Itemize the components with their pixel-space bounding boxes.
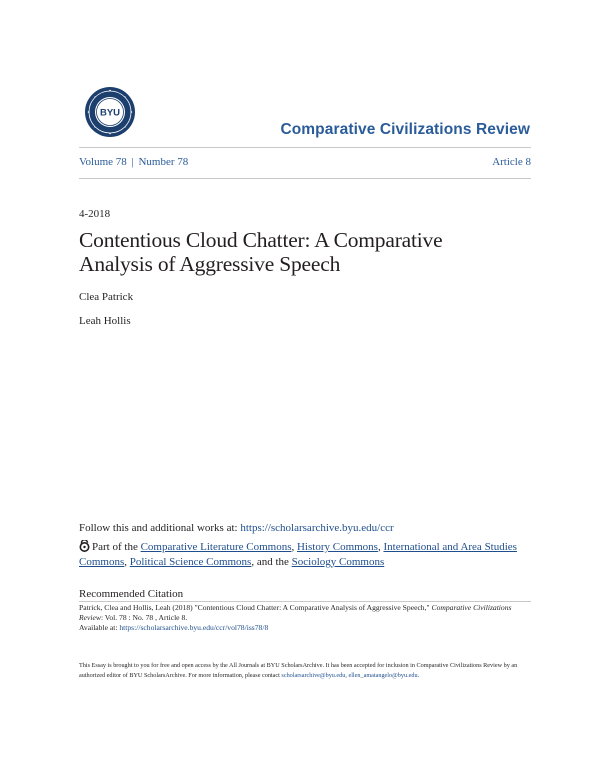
part-of-label: Part of the [92,541,141,553]
open-access-icon [79,540,90,552]
article-title: Contentious Cloud Chatter: A Comparative Analysis of Aggressive Speech [79,228,443,276]
byu-seal-icon [84,86,136,138]
commons-link[interactable]: Political Science Commons [129,555,252,568]
follow-label: Follow this and additional works at: [79,522,241,534]
commons-separator: , [291,541,297,553]
commons-link[interactable]: International and Area Studies Commons [79,541,517,568]
contact-email-link[interactable]: scholarsarchive@byu.edu, ellen_amatangelo@byu.edu [281,671,418,679]
follow-link[interactable]: https://scholarsarchive.byu.edu/ccr [240,522,394,534]
volume-separator: | [131,156,134,168]
volume-line [79,156,188,168]
follow-line [79,522,394,534]
citation-divider [79,601,531,602]
citation-available-label: Available at: [79,623,120,632]
article-link[interactable]: Article 8 [492,156,531,168]
commons-link[interactable]: History Commons [296,541,378,553]
commons-separator: , [124,555,130,568]
commons-and-the: , and the [251,555,292,568]
citation-text [79,603,531,633]
header-divider [79,147,531,148]
citation-line: Patrick, Clea and Hollis, Leah (2018) "Contentious Cloud Chatter: A Comparative Analysis of Aggressive Speech," [79,603,432,612]
journal-title[interactable]: Comparative Civilizations Review [280,121,530,138]
author-name: Clea Patrick [79,291,134,303]
author-name: Leah Hollis [79,315,131,327]
commons-link[interactable]: Sociology Commons [291,555,385,568]
publication-date: 4-2018 [79,208,111,220]
citation-journal: Comparative Civilizations Review [79,603,512,622]
part-of-commons [79,540,529,569]
volume-divider [79,178,531,179]
footer-text: This Essay is brought to you for free and open access by the All Journals at BYU ScholarsArchive. It has been accepted for inclusion in Comparative Civilizations Review by an authorized editor of BYU ScholarsArchive. For more information, please contact [79,662,518,679]
citation-url-link[interactable]: https://scholarsarchive.byu.edu/ccr/vol78/iss78/8 [119,623,269,632]
commons-link[interactable]: Comparative Literature Commons [140,541,292,553]
footer-end: . [417,671,420,679]
footer-notice [79,661,529,680]
number-link[interactable]: Number 78 [138,156,189,168]
byu-logo-text: BYU [99,107,121,119]
commons-separator: , [377,541,384,553]
recommended-citation-heading: Recommended Citation [79,588,184,600]
citation-volume: : Vol. 78 : No. 78 , Article 8. [100,613,188,622]
volume-link[interactable]: Volume 78 [79,156,127,168]
